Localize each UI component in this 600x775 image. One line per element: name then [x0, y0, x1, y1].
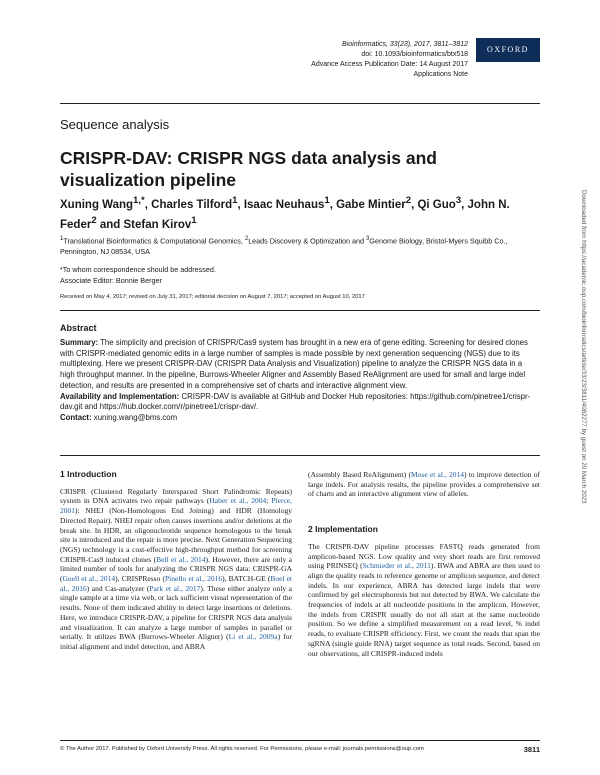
author-name: Charles Tilford: [151, 198, 233, 211]
download-sidebar: [580, 190, 588, 750]
section-label: Sequence analysis: [60, 117, 170, 132]
availability-label: Availability and Implementation:: [60, 391, 180, 401]
download-notice: Downloaded from https://academic.oup.com/bioinformatics/article/33/23/3811/4082277 by guest on 20 March 2023: [580, 190, 587, 504]
citation-link[interactable]: Pinello et al., 2016: [164, 574, 223, 584]
author-name: Stefan Kirov: [123, 218, 192, 231]
citation-link[interactable]: Bell et al., 2014: [156, 554, 206, 564]
abstract-contact: [60, 413, 532, 424]
affiliations: [60, 234, 530, 257]
contact-email[interactable]: xuning.wang@bms.com: [91, 412, 178, 422]
author-affiliation-mark: 2: [405, 195, 412, 206]
abstract-availability: [60, 392, 532, 413]
introduction-heading: 1 Introduction: [60, 469, 117, 479]
body-rule: [60, 455, 540, 456]
abstract-rule: [60, 310, 540, 311]
affiliation-text: Leads Discovery & Optimization and: [248, 236, 367, 246]
correspondence-block: [60, 264, 530, 286]
affiliation-text: Translational Bioinformatics & Computational Genomics,: [63, 236, 245, 246]
author-affiliation-mark: 1: [191, 214, 197, 226]
author-affiliation-mark: 1: [324, 195, 330, 206]
summary-label: Summary:: [60, 338, 99, 347]
author-name: Qi Guo: [417, 198, 456, 211]
journal-header: [311, 40, 468, 80]
author-name: John N. Feder: [60, 198, 510, 231]
affiliation-text: Genome Biology, Bristol-Myers Squibb Co., Pennington, NJ 08534, USA: [60, 236, 508, 257]
abstract-body: [60, 338, 532, 424]
citation-link[interactable]: Li et al., 2009a: [228, 632, 278, 642]
citation-link[interactable]: Boel et al., 2016: [60, 574, 293, 593]
citation-link[interactable]: Guell et al., 2014: [62, 574, 116, 584]
advance-access-date: Advance Access Publication Date: 14 August 2017: [311, 61, 468, 68]
author-affiliation-mark: 1: [232, 195, 238, 206]
author-list: Xuning Wang$^{1,*}$, Charles Tilford$^1$, Isaac Neuhaus$^1$, Gabe Mintier$^2$, Qi Guo$^3$, John N. Feder$^2$ and Stefan Kirov$^1$: [60, 195, 510, 231]
header-rule: [60, 103, 540, 104]
journal-citation: Bioinformatics, 33(23), 2017, 3811–3812: [342, 41, 468, 48]
right-column: [308, 470, 540, 658]
doi-link[interactable]: doi: 10.1093/bioinformatics/btx518: [361, 51, 468, 58]
implementation-heading: 2 Implementation: [308, 524, 378, 535]
correspondence-note: *To whom correspondence should be addressed.: [60, 265, 216, 274]
author-name: Gabe Mintier: [336, 198, 406, 211]
citation-link[interactable]: Pierce, 2001: [60, 496, 292, 516]
summary-text: The simplicity and precision of CRISPR/Cas9 system has brought in a new era of gene editing. Screening for desired clones with CRISPR-mediated genomic edits in a large number of samples is made possible by next generation sequencing (NGS) due to its multiplexing. Here we present CRISPR-DAV (CRISPR Data Analysis and Visualization) pipeline to analyze the CRISPR NGS data in a high throughput manner. In the pipeline, Burrows-Wheeler Aligner and Assembly Based ReAlignment are used for small and large indel detection, and results are presented in a comprehensive set of charts and interactive alignment view.: [60, 338, 528, 390]
received-dates: Received on May 4, 2017; revised on July 31, 2017; editorial decision on August 7, 2017; accepted on August 10, 2017: [60, 294, 365, 300]
author-affiliation-mark: 1,*: [133, 195, 145, 206]
contact-label: Contact:: [60, 412, 92, 422]
copyright-notice: © The Author 2017. Published by Oxford University Press. All rights reserved. For Permissions, please e-mail: journals.permissions@oup.com: [60, 746, 424, 752]
implementation-paragraph: The CRISPR-DAV pipeline processes FASTQ reads generated from amplicon-based NGS. Low quality and very short reads are first removed using PRINSEQ (Schmieder et al., 2011). BWA and ABRA are then used to align the quality reads to reference genome or amplicon sequence, and detect indels. In our experience, ABRA has detected large indels that were confirmed by gel electrophoresis but not detected by BWA. We calculate the frequencies of indels at all nucleotide positions in the amplicon. However, the indels from CRISPR usually do not all start at the same nucleotide position. So we define a simplified measurement on a read level, % indel reads, to evaluate CRISPR efficiency. First, we count the reads that span the sgRNA (single guide RNA) target sequence as total reads. Second, based on our observations, all CRISPR-induced indels: [308, 541, 540, 658]
affiliation-mark: 2: [244, 236, 249, 242]
availability-text[interactable]: CRISPR-DAV is available at GitHub and Docker Hub repositories: https://github.com/pinetree1/crispr-dav.git and https://hub.docker.com/r/pinetree1/crispr-dav/.: [60, 391, 531, 412]
abstract-heading: Abstract: [60, 323, 97, 333]
citation-link[interactable]: Schmieder et al., 2011: [362, 561, 431, 571]
paper-title: CRISPR-DAV: CRISPR NGS data analysis and visualization pipeline: [60, 148, 437, 190]
citation-link[interactable]: Park et al., 2017: [149, 583, 201, 593]
footer-rule: [60, 740, 540, 741]
oxford-logo: OXFORD: [476, 38, 540, 62]
author-name: Isaac Neuhaus: [243, 198, 325, 211]
introduction-continuation: (Assembly Based ReAlignment) (Mose et al., 2014) to improve detection of large indels. For analysis results, the pipeline provides a comprehensive set of charts and an interactive alignment view of alleles.: [308, 470, 541, 499]
page-number: 3811: [523, 745, 540, 754]
associate-editor: Associate Editor: Bonnie Berger: [60, 276, 162, 285]
left-column: [60, 470, 292, 652]
article-type: Applications Note: [413, 71, 468, 78]
introduction-paragraph: CRISPR (Clustered Regularly Interspaced Short Palindromic Repeats) system in DNA activates two repair pathways (Haber et al., 2004; Pierce, 2001): NHEJ (Non-Homologous End Joining) and HDR (Homology Directed Repair). NHEJ repair often causes insertions and/or deletions at the break site. In HDR, an oligonucleotide sequence homologous to the break site is introduced and the repair is more precise. Next Generation Sequencing (NGS) technology is a cost-effective high-throughput method for screening CRISPR-Cas9 induced clones (Bell et al., 2014). However, there are only a limited number of tools for analyzing the CRISPR NGS data: CRISPR-GA (Guell et al., 2014), CRISPResso (Pinello et al., 2016), BATCH-GE (Boel et al., 2016) and Cas-analyzer (Park et al., 2017). These either analyze only a single sample at a time via web, or lack sufficient visual representation of the results. None of them indicated ability to detect large insertions or deletions. Here, we introduce CRISPR-DAV, a pipeline for CRISPR NGS data analysis and visualization. It can analyze a large number of samples in parallel or serially. It utilizes BWA (Burrows-Wheeler Aligner) (Li et al., 2009a) for initial alignment and indel detection, and ABRA: [60, 486, 293, 651]
author-affiliation-mark: 3: [455, 195, 462, 206]
abstract-summary: [60, 338, 532, 392]
affiliation-mark: 1: [60, 236, 64, 242]
affiliation-mark: 3: [366, 236, 370, 242]
citation-link[interactable]: Mose et al., 2014: [410, 470, 464, 479]
author-affiliation-mark: 2: [91, 214, 97, 226]
author-name: Xuning Wang: [60, 198, 134, 211]
citation-link[interactable]: Haber et al., 2004: [209, 496, 267, 506]
